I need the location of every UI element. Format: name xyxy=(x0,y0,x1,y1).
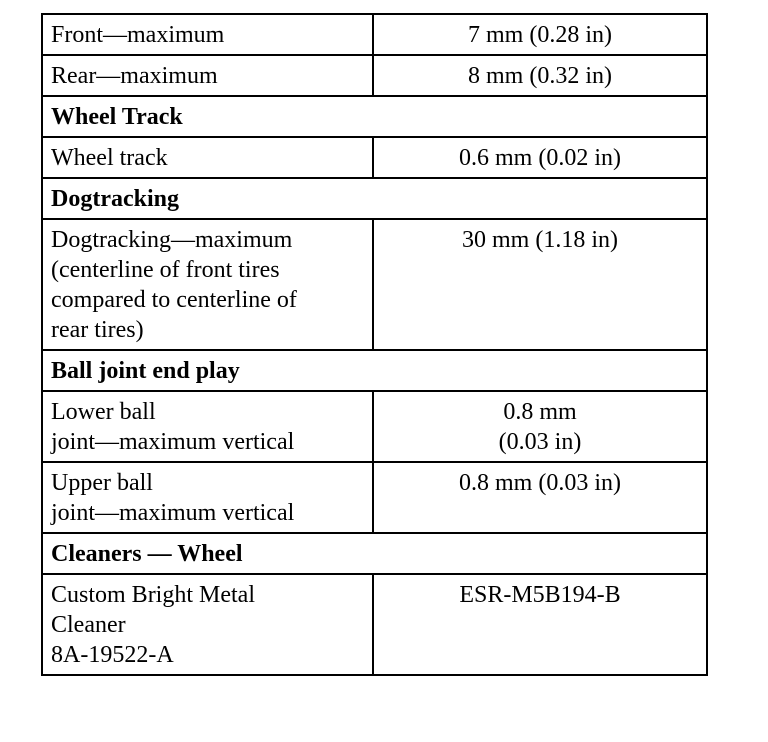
spec-value-line: 0.8 mm xyxy=(503,399,577,425)
spec-value-cell xyxy=(373,55,707,96)
table-row xyxy=(42,219,707,350)
section-header-row xyxy=(42,350,707,391)
table-row xyxy=(42,55,707,96)
spec-label-line: Lower ball xyxy=(51,399,156,425)
spec-value-line: 30 mm (1.18 in) xyxy=(462,227,618,253)
section-title: Dogtracking xyxy=(42,178,707,219)
spec-value-line: 8 mm (0.32 in) xyxy=(468,63,612,89)
table-row xyxy=(42,14,707,55)
spec-label-cell xyxy=(42,574,373,675)
spec-label-line: rear tires) xyxy=(51,317,144,343)
table-row xyxy=(42,462,707,533)
spec-label-line: compared to centerline of xyxy=(51,287,297,313)
section-header-row xyxy=(42,178,707,219)
table-row xyxy=(42,137,707,178)
specification-table-body xyxy=(42,14,707,675)
spec-label-cell xyxy=(42,462,373,533)
spec-value-line: 0.6 mm (0.02 in) xyxy=(459,145,621,171)
spec-label-line: joint—maximum vertical xyxy=(51,500,295,526)
spec-value-cell xyxy=(373,137,707,178)
spec-label-line: Upper ball xyxy=(51,470,153,496)
spec-value-line: 0.8 mm (0.03 in) xyxy=(459,470,621,496)
spec-label-line: Rear—maximum xyxy=(51,63,218,89)
specification-table xyxy=(41,13,708,676)
spec-value-cell xyxy=(373,574,707,675)
spec-label-line: Dogtracking—maximum xyxy=(51,227,293,253)
table-row xyxy=(42,391,707,462)
spec-label-cell xyxy=(42,219,373,350)
section-header-row xyxy=(42,96,707,137)
spec-label-line: (centerline of front tires xyxy=(51,257,280,283)
spec-label-cell xyxy=(42,55,373,96)
section-title: Wheel Track xyxy=(42,96,707,137)
spec-label-line: Cleaner xyxy=(51,612,126,638)
spec-label-cell xyxy=(42,391,373,462)
spec-label-line: Front—maximum xyxy=(51,22,225,48)
section-title: Ball joint end play xyxy=(42,350,707,391)
spec-label-line: joint—maximum vertical xyxy=(51,429,295,455)
spec-label-line: Wheel track xyxy=(51,145,168,171)
spec-value-line: (0.03 in) xyxy=(498,429,582,455)
spec-value-line: ESR-M5B194-B xyxy=(459,582,621,608)
table-row xyxy=(42,574,707,675)
spec-value-line: 7 mm (0.28 in) xyxy=(468,22,612,48)
spec-value-cell xyxy=(373,462,707,533)
section-title: Cleaners — Wheel xyxy=(42,533,707,574)
spec-value-cell xyxy=(373,14,707,55)
spec-label-line: Custom Bright Metal xyxy=(51,582,255,608)
section-header-row xyxy=(42,533,707,574)
spec-value-cell xyxy=(373,391,707,462)
spec-label-cell xyxy=(42,137,373,178)
spec-value-cell xyxy=(373,219,707,350)
spec-label-line: 8A-19522-A xyxy=(51,642,174,668)
spec-label-cell xyxy=(42,14,373,55)
